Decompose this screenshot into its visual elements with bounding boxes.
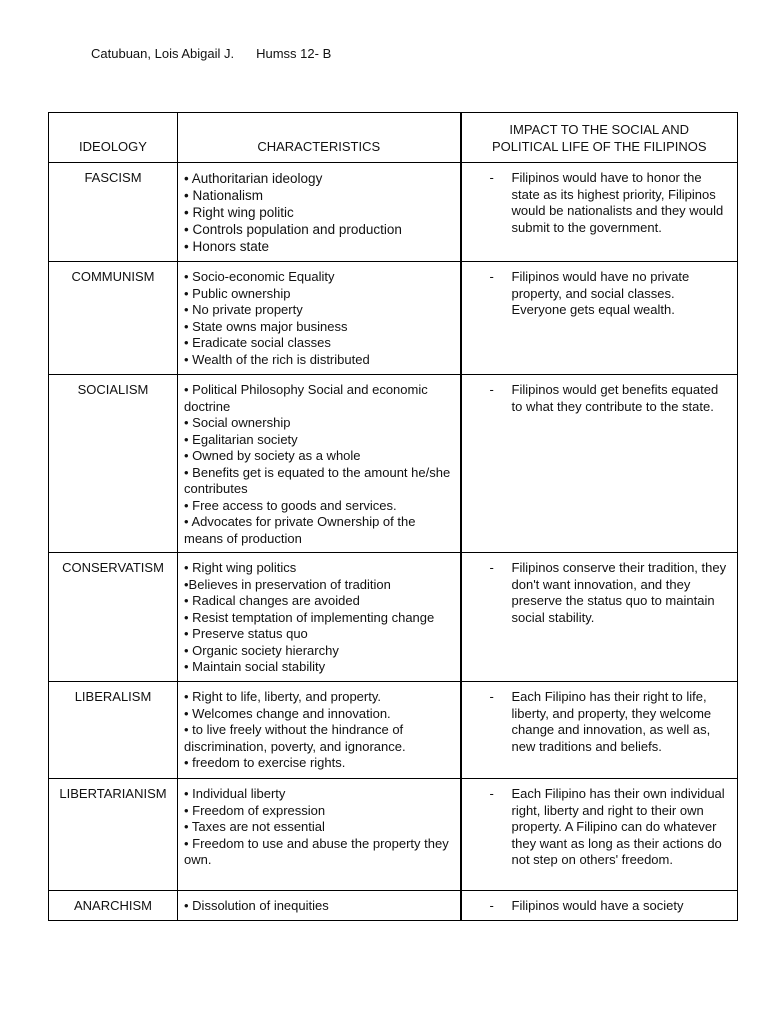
dash-bullet: - [489, 898, 494, 913]
characteristics-cell [178, 553, 461, 682]
characteristic-item: • Owned by society as a whole [184, 448, 361, 463]
impact-cell [461, 262, 738, 375]
characteristics-cell [178, 779, 461, 891]
characteristic-item: • Preserve status quo [184, 626, 308, 641]
characteristic-item: • Right wing politics [184, 560, 297, 575]
document-header [91, 46, 331, 61]
ideology-name: SOCIALISM [49, 375, 178, 553]
characteristic-item: • Advocates for private Ownership of the means of production [184, 514, 416, 546]
characteristics-list [184, 786, 454, 869]
col-header-impact [461, 113, 738, 163]
table-row [49, 891, 738, 921]
dash-bullet: - [489, 689, 494, 704]
impact-cell [461, 375, 738, 553]
col-header-ideology: IDEOLOGY [49, 113, 178, 163]
characteristics-list [184, 382, 454, 547]
ideology-table [48, 112, 738, 921]
table-header-row [49, 113, 738, 163]
characteristics-cell [178, 891, 461, 921]
characteristic-item: • Public ownership [184, 285, 291, 301]
characteristic-item: • Egalitarian society [184, 431, 298, 447]
ideology-name: FASCISM [49, 163, 178, 262]
dash-bullet: - [489, 786, 494, 801]
student-name: Catubuan, Lois Abigail J. [91, 46, 235, 61]
table-row [49, 163, 738, 262]
characteristic-item: • Dissolution of inequities [184, 898, 329, 913]
impact-cell [461, 891, 738, 921]
class-section: Humss 12- B [256, 46, 332, 61]
characteristic-item: • Free access to goods and services. [184, 497, 397, 513]
characteristic-item: • Freedom to use and abuse the property they own. [184, 835, 449, 867]
impact-text: Filipinos conserve their tradition, they don't want innovation, and they preserve the status quo to maintain social stability. [511, 560, 727, 625]
impact-cell [461, 553, 738, 682]
characteristic-item: • Maintain social stability [184, 659, 326, 674]
dash-bullet: - [489, 560, 494, 575]
characteristic-item: • Radical changes are avoided [184, 593, 360, 608]
characteristics-list [184, 269, 454, 368]
characteristic-item: • Political Philosophy Social and economic doctrine [184, 382, 428, 414]
impact-text: Each Filipino has their own individual right, liberty and right to their own property. A Filipino can do whatever they want as long as their actions do not step on others' freedom. [511, 786, 725, 867]
col-header-impact-line1: IMPACT TO THE SOCIAL AND [509, 122, 690, 137]
characteristics-cell [178, 262, 461, 375]
characteristic-item: • Benefits get is equated to the amount he/she contributes [184, 464, 451, 496]
characteristic-item: • Right to life, liberty, and property. [184, 689, 381, 704]
characteristics-list [184, 560, 454, 676]
ideology-name: COMMUNISM [49, 262, 178, 375]
ideology-name: LIBERALISM [49, 682, 178, 779]
characteristic-item: • freedom to exercise rights. [184, 755, 346, 770]
impact-text: Filipinos would have no private property, and social classes. Everyone gets equal wealth. [511, 269, 690, 317]
characteristic-item: • Resist temptation of implementing change [184, 609, 435, 625]
table-row [49, 375, 738, 553]
characteristic-item: • Authoritarian ideology [184, 171, 323, 186]
characteristic-item: • Honors state [184, 239, 270, 254]
characteristic-item: • Social ownership [184, 415, 291, 430]
characteristic-item: • Organic society hierarchy [184, 642, 339, 658]
characteristic-item: • Freedom of expression [184, 802, 326, 818]
impact-text: Filipinos would get benefits equated to what they contribute to the state. [511, 382, 719, 414]
col-header-characteristics: CHARACTERISTICS [178, 113, 461, 163]
table-row [49, 779, 738, 891]
ideology-name: ANARCHISM [49, 891, 178, 921]
characteristic-item: •Believes in preservation of tradition [184, 576, 391, 592]
impact-text: Each Filipino has their right to life, liberty, and property, they welcome change and innovation, as well as, new traditions and beliefs. [511, 689, 712, 754]
characteristic-item: • No private property [184, 302, 303, 317]
characteristics-list [184, 898, 454, 915]
table-row [49, 262, 738, 375]
characteristic-item: • Socio-economic Equality [184, 269, 335, 284]
characteristic-item: • Taxes are not essential [184, 819, 325, 834]
characteristic-item: • Controls population and production [184, 222, 402, 237]
ideology-name: CONSERVATISM [49, 553, 178, 682]
characteristics-cell [178, 163, 461, 262]
table-body [49, 163, 738, 921]
table-row [49, 553, 738, 682]
table-row [49, 682, 738, 779]
impact-text: Filipinos would have a society [511, 898, 684, 913]
impact-cell [461, 682, 738, 779]
characteristics-list [184, 689, 454, 772]
characteristic-item: • Eradicate social classes [184, 335, 331, 350]
characteristic-item: • Right wing politic [184, 205, 294, 220]
dash-bullet: - [489, 382, 494, 397]
characteristic-item: • Welcomes change and innovation. [184, 705, 391, 721]
impact-cell [461, 779, 738, 891]
dash-bullet: - [489, 269, 494, 284]
impact-cell [461, 163, 738, 262]
ideology-name: LIBERTARIANISM [49, 779, 178, 891]
characteristics-cell [178, 375, 461, 553]
impact-text: Filipinos would have to honor the state as its highest priority, Filipinos would be nationalists and they would submit to the government. [511, 170, 724, 235]
dash-bullet: - [489, 170, 494, 185]
characteristic-item: • to live freely without the hindrance of discrimination, poverty, and ignorance. [184, 722, 406, 754]
characteristics-list [184, 170, 454, 255]
characteristic-item: • Wealth of the rich is distributed [184, 351, 370, 367]
characteristics-cell [178, 682, 461, 779]
characteristic-item: • Individual liberty [184, 786, 286, 801]
col-header-impact-line2: POLITICAL LIFE OF THE FILIPINOS [491, 139, 707, 154]
characteristic-item: • Nationalism [184, 188, 264, 203]
characteristic-item: • State owns major business [184, 318, 348, 334]
